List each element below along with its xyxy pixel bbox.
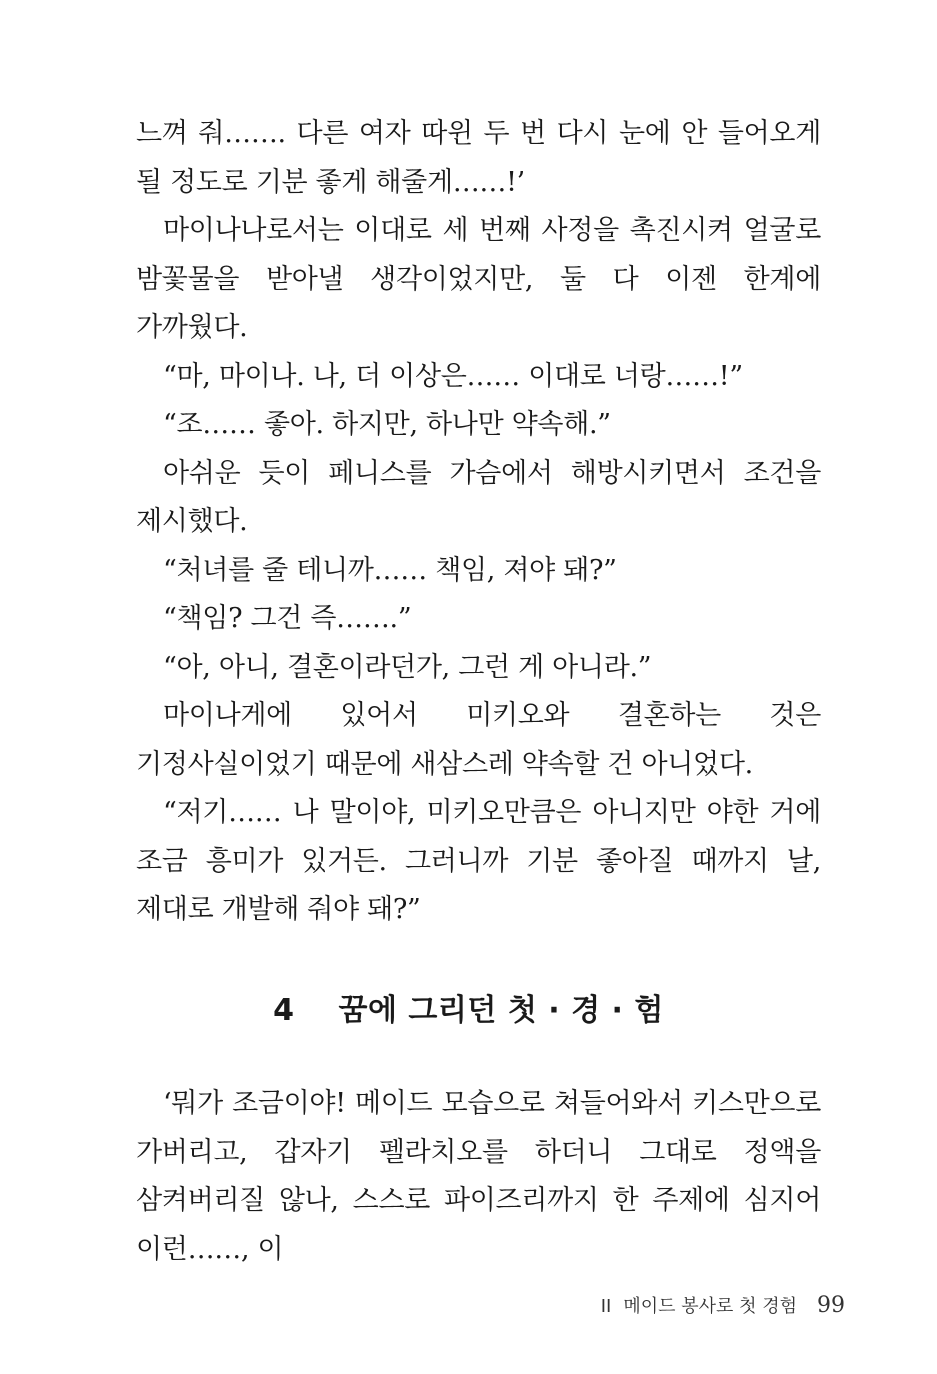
chapter-number: 4 (273, 993, 295, 1028)
paragraph: “아, 아니, 결혼이라던가, 그런 게 아니라.” (163, 651, 652, 683)
paragraph: 마이나나로서는 이대로 세 번째 사정을 촉진시켜 얼굴로 밤꽃물을 받아낼 생각이었지만, 둘 다 이젠 한계에 가까웠다. (136, 215, 821, 343)
paragraph: “마, 마이나. 나, 더 이상은…… 이대로 너랑……!” (163, 360, 743, 392)
paragraph: 아쉬운 듯이 페니스를 가슴에서 해방시키면서 조건을 제시했다. (136, 457, 821, 537)
body-text-bottom (136, 1080, 821, 1274)
footer-chapter-title: 메이드 봉사로 첫 경험 (623, 1296, 797, 1317)
chapter-heading (0, 985, 937, 1029)
body-text-top (136, 110, 821, 935)
paragraph: “저기…… 나 말이야, 미키오만큼은 아니지만 야한 거에 조금 흥미가 있거든. 그러니까 기분 좋아질 때까지 날, 제대로 개발해 줘야 돼?” (136, 797, 821, 925)
paragraph: “책임? 그건 즉…….” (163, 603, 412, 634)
footer-part-number: II (600, 1296, 612, 1317)
paragraph: “조…… 좋아. 하지만, 하나만 약속해.” (163, 409, 611, 440)
page-number: 99 (817, 1293, 845, 1318)
paragraph: 마이나게에 있어서 미키오와 결혼하는 것은 기정사실이었기 때문에 새삼스레 약속할 건 아니었다. (136, 700, 821, 780)
paragraph: ‘뭐가 조금이야! 메이드 모습으로 쳐들어와서 키스만으로 가버리고, 갑자기 펠라치오를 하더니 그대로 정액을 삼켜버리질 않나, 스스로 파이즈리까지 한 주제에 심지어 이런……, 이 (136, 1088, 821, 1265)
paragraph: 느껴 줘……. 다른 여자 따윈 두 번 다시 눈에 안 들어오게 될 정도로 기분 좋게 해줄게……!’ (136, 118, 821, 198)
paragraph: “처녀를 줄 테니까…… 책임, 져야 돼?” (163, 554, 617, 586)
chapter-title: 꿈에 그리던 첫 · 경 · 험 (338, 993, 664, 1028)
page-footer (601, 1292, 845, 1318)
